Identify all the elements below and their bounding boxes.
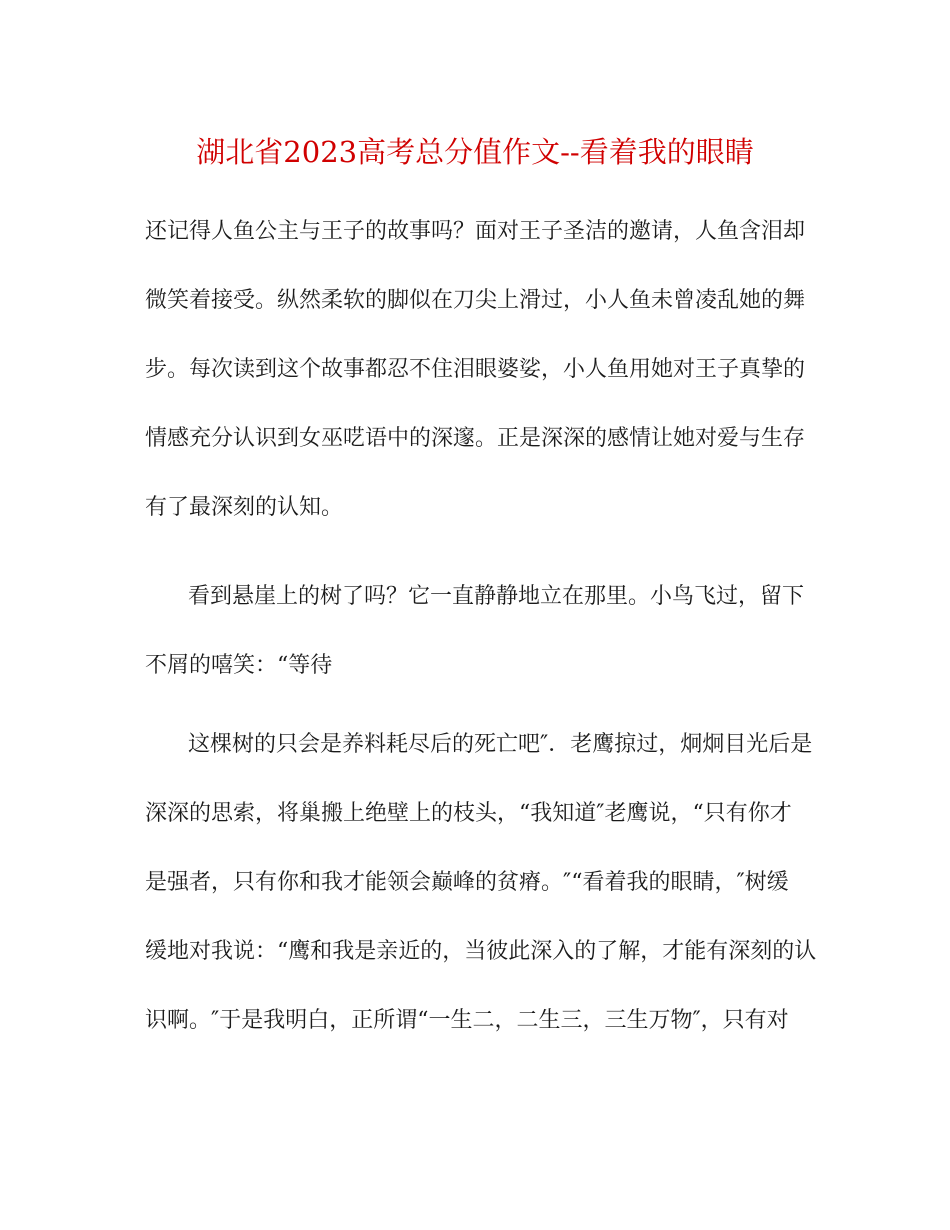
paragraph-line: 情感充分认识到女巫呓语中的深邃。正是深深的感情让她对爱与生存 — [145, 426, 806, 451]
paragraph-line: 缓地对我说：“鹰和我是亲近的，当彼此深入的了解，才能有深刻的认 — [145, 939, 817, 964]
paragraph-line: 是强者，只有你和我才能领会巅峰的贫瘠。″“看着我的眼睛，″树缓 — [145, 870, 789, 895]
paragraph-line: 还记得人鱼公主与王子的故事吗？面对王子圣洁的邀请，人鱼含泪却 — [145, 219, 806, 244]
paragraph-line: 不屑的嘻笑：“等待 — [145, 653, 333, 678]
paragraph-line: 识啊。″于是我明白，正所谓“一生二，二生三，三生万物″，只有对 — [145, 1008, 789, 1033]
paragraph-line: 有了最深刻的认知。 — [145, 495, 344, 520]
paragraph-line: 深深的思索，将巢搬上绝壁上的枝头，“我知道″老鹰说，“只有你才 — [145, 801, 792, 826]
paragraph-line: 这棵树的只会是养料耗尽后的死亡吧″．老鹰掠过，炯炯目光后是 — [188, 732, 813, 757]
paragraph-line: 步。每次读到这个故事都忍不住泪眼婆娑，小人鱼用她对王子真挚的 — [145, 357, 806, 382]
paragraph-line: 看到悬崖上的树了吗？它一直静静地立在那里。小鸟飞过，留下 — [188, 584, 805, 609]
paragraph-line: 微笑着接受。纵然柔软的脚似在刀尖上滑过，小人鱼未曾凌乱她的舞 — [145, 288, 806, 313]
document-title: 湖北省2023高考总分值作文--看着我的眼睛 — [196, 135, 754, 169]
